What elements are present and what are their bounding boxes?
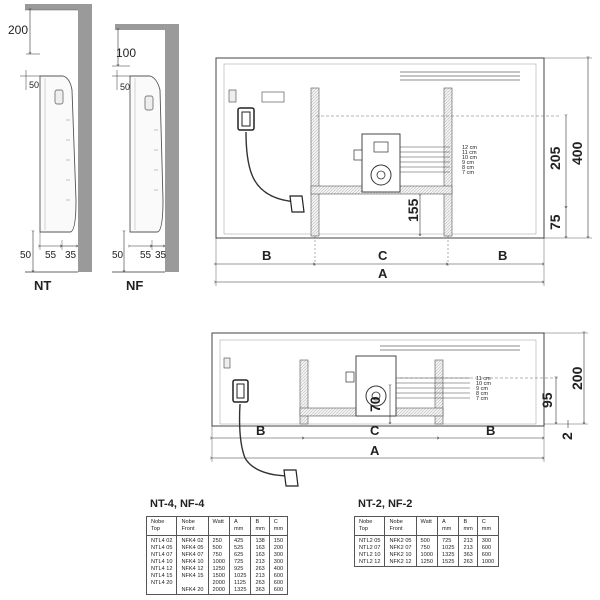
table-cell: 2000 bbox=[208, 587, 229, 594]
scale-200-11: 11 cm bbox=[476, 376, 491, 382]
heater-400-switch bbox=[229, 90, 236, 102]
table-cell: 163 bbox=[251, 545, 269, 552]
table-cell: NTL4 20 bbox=[151, 580, 173, 586]
table-cell: 600 bbox=[269, 573, 287, 580]
table-cell: NTL4 02 bbox=[151, 538, 173, 544]
table-cell: NFK2 12 bbox=[385, 559, 416, 566]
table-nt2-title: NT-2, NF-2 bbox=[358, 498, 413, 510]
table-cell: 1325 bbox=[230, 587, 251, 594]
dim-400-B-right: B bbox=[498, 248, 508, 263]
nt-wall bbox=[78, 4, 92, 272]
nt-dim-bottom: 50 bbox=[20, 250, 32, 261]
table-header-cell: Watt bbox=[208, 517, 229, 536]
table-cell: 750 bbox=[208, 552, 229, 559]
table-cell: 163 bbox=[251, 552, 269, 559]
table-cell: 1000 bbox=[477, 559, 498, 566]
dim-200-C: C bbox=[370, 423, 380, 438]
table-cell: 263 bbox=[251, 580, 269, 587]
table-cell: 213 bbox=[459, 536, 477, 546]
table-cell: 1500 bbox=[208, 573, 229, 580]
table-cell: NFK4 05 bbox=[177, 545, 208, 552]
nt-dim-top: 200 bbox=[8, 23, 29, 37]
table-cell: NTL2 12 bbox=[359, 559, 381, 565]
dim-400-C: C bbox=[378, 248, 388, 263]
table-cell: 138 bbox=[251, 536, 269, 546]
table-cell: 263 bbox=[251, 566, 269, 573]
table-cell: 500 bbox=[416, 536, 437, 546]
table-cell: 250 bbox=[208, 536, 229, 546]
table-header-cell: B mm bbox=[251, 517, 269, 536]
table-cell: 1525 bbox=[438, 559, 459, 566]
scale-200-7: 7 cm bbox=[476, 396, 488, 402]
nt-dim-depth1: 55 bbox=[45, 250, 57, 261]
table-cell: 1025 bbox=[438, 545, 459, 552]
table-nt4-title: NT-4, NF-4 bbox=[150, 498, 205, 510]
table-header-cell: Watt bbox=[416, 517, 437, 536]
table-cell: NTL2 10 bbox=[359, 552, 381, 558]
table-cell: 600 bbox=[477, 545, 498, 552]
table-cell: 213 bbox=[251, 573, 269, 580]
table-header-cell: C mm bbox=[269, 517, 287, 536]
dim-400-bottom: 75 bbox=[547, 214, 563, 230]
table-cell: 600 bbox=[269, 580, 287, 587]
dim-200-A: A bbox=[370, 443, 380, 458]
table-cell: 1025 bbox=[230, 573, 251, 580]
scale-400-8: 8 cm bbox=[462, 165, 474, 171]
dim-400-height: 400 bbox=[569, 141, 585, 165]
table-cell: NTL4 10 bbox=[151, 559, 173, 565]
table-header-cell: B mm bbox=[459, 517, 477, 536]
dim-400-B-left: B bbox=[262, 248, 272, 263]
nf-dim-depth1: 55 bbox=[140, 250, 152, 261]
scale-400-10: 10 cm bbox=[462, 155, 477, 161]
table-header-cell: Nobe Top bbox=[355, 517, 385, 536]
nf-ceiling bbox=[115, 24, 165, 30]
table-cell: 525 bbox=[230, 545, 251, 552]
scale-200-8: 8 cm bbox=[476, 391, 488, 397]
scale-400-12: 12 cm bbox=[462, 145, 477, 151]
table-header-cell: A mm bbox=[438, 517, 459, 536]
table-cell: 1000 bbox=[416, 552, 437, 559]
table-cell: 425 bbox=[230, 536, 251, 546]
table-cell: 500 bbox=[208, 545, 229, 552]
table-cell: 400 bbox=[269, 566, 287, 573]
dim-400-mount: 205 bbox=[547, 146, 563, 170]
table-header-cell: Nobe Front bbox=[385, 517, 416, 536]
table-cell: 725 bbox=[230, 559, 251, 566]
nf-dim-depth2: 35 bbox=[155, 250, 167, 261]
scale-400-11: 11 cm bbox=[462, 150, 477, 156]
heater-200-switch bbox=[224, 358, 230, 368]
table-cell: NTL4 15 bbox=[151, 573, 173, 579]
table-cell: 300 bbox=[269, 552, 287, 559]
table-cell: 1250 bbox=[416, 559, 437, 566]
table-cell: NTL4 12 bbox=[151, 566, 173, 572]
table-cell: 750 bbox=[416, 545, 437, 552]
heater-400-plug bbox=[290, 196, 304, 212]
nt-dim-bracket: 50 bbox=[29, 80, 40, 90]
scale-400-7: 7 cm bbox=[462, 170, 474, 176]
table-cell: NTL4 07 bbox=[151, 552, 173, 558]
nf-wall bbox=[165, 24, 179, 272]
heater-400-label-plate bbox=[262, 92, 284, 102]
dim-400-A: A bbox=[378, 266, 388, 281]
table-cell: 625 bbox=[230, 552, 251, 559]
nf-dim-bracket: 50 bbox=[120, 82, 131, 92]
table-cell: 1250 bbox=[208, 566, 229, 573]
table-cell: 600 bbox=[477, 552, 498, 559]
table-cell: NFK2 05 bbox=[385, 536, 416, 546]
heater-400-rail-left bbox=[311, 88, 319, 236]
table-cell: 2000 bbox=[208, 580, 229, 587]
nf-thermostat bbox=[145, 96, 153, 110]
table-cell: 363 bbox=[459, 552, 477, 559]
table-cell: 925 bbox=[230, 566, 251, 573]
table-cell: 1125 bbox=[230, 580, 251, 587]
table-cell: 725 bbox=[438, 536, 459, 546]
nf-label: NF bbox=[126, 278, 144, 293]
dim-200-B-left: B bbox=[256, 423, 266, 438]
table-cell: 213 bbox=[251, 559, 269, 566]
table-cell: 263 bbox=[459, 559, 477, 566]
table-cell: 363 bbox=[251, 587, 269, 594]
nt-dim-depth2: 35 bbox=[65, 250, 77, 261]
table-cell: NTL2 07 bbox=[359, 545, 381, 551]
table-cell: 1000 bbox=[208, 559, 229, 566]
table-cell: NFK2 10 bbox=[385, 552, 416, 559]
dim-200-mount: 95 bbox=[539, 392, 555, 408]
table-header-cell: Nobe Top bbox=[147, 517, 177, 536]
front-view-200 bbox=[212, 333, 588, 486]
table-cell: 150 bbox=[269, 536, 287, 546]
table-header-cell: C mm bbox=[477, 517, 498, 536]
nt-floor-ceiling bbox=[25, 4, 78, 10]
scale-200-10: 10 cm bbox=[476, 381, 491, 387]
nf-dim-top: 100 bbox=[116, 46, 137, 60]
heater-200-plug bbox=[284, 470, 298, 486]
table-cell: 200 bbox=[269, 545, 287, 552]
table-cell: 1325 bbox=[438, 552, 459, 559]
nt-label: NT bbox=[34, 278, 52, 293]
scale-200-9: 9 cm bbox=[476, 386, 488, 392]
table-cell: 300 bbox=[269, 559, 287, 566]
dim-200-bottom: 2 bbox=[559, 432, 575, 440]
table-cell: NFK4 10 bbox=[177, 559, 208, 566]
table-cell: NTL4 05 bbox=[151, 545, 173, 551]
table-cell: NFK4 07 bbox=[177, 552, 208, 559]
nf-dim-bottom: 50 bbox=[112, 250, 124, 261]
table-header-cell: Nobe Front bbox=[177, 517, 208, 536]
dim-200-height: 200 bbox=[569, 366, 585, 390]
table-cell: NFK4 15 bbox=[177, 573, 208, 580]
front-view-400 bbox=[216, 58, 592, 286]
table-cell: 213 bbox=[459, 545, 477, 552]
nf-side-view bbox=[112, 24, 179, 293]
table-cell: NFK4 20 bbox=[177, 587, 208, 594]
nt-side-view bbox=[8, 4, 92, 293]
dim-200-bracket: 70 bbox=[367, 396, 383, 412]
table-cell: 300 bbox=[477, 536, 498, 546]
scale-400-9: 9 cm bbox=[462, 160, 474, 166]
nt-thermostat bbox=[55, 90, 63, 104]
table-cell: NFK4 02 bbox=[177, 536, 208, 546]
table-header-cell: A mm bbox=[230, 517, 251, 536]
dim-400-bracket: 155 bbox=[405, 198, 421, 222]
dim-200-B-right: B bbox=[486, 423, 496, 438]
table-cell: NFK2 07 bbox=[385, 545, 416, 552]
table-cell: 600 bbox=[269, 587, 287, 594]
table-cell: NTL2 05 bbox=[359, 538, 381, 544]
table-cell: NFK4 12 bbox=[177, 566, 208, 573]
